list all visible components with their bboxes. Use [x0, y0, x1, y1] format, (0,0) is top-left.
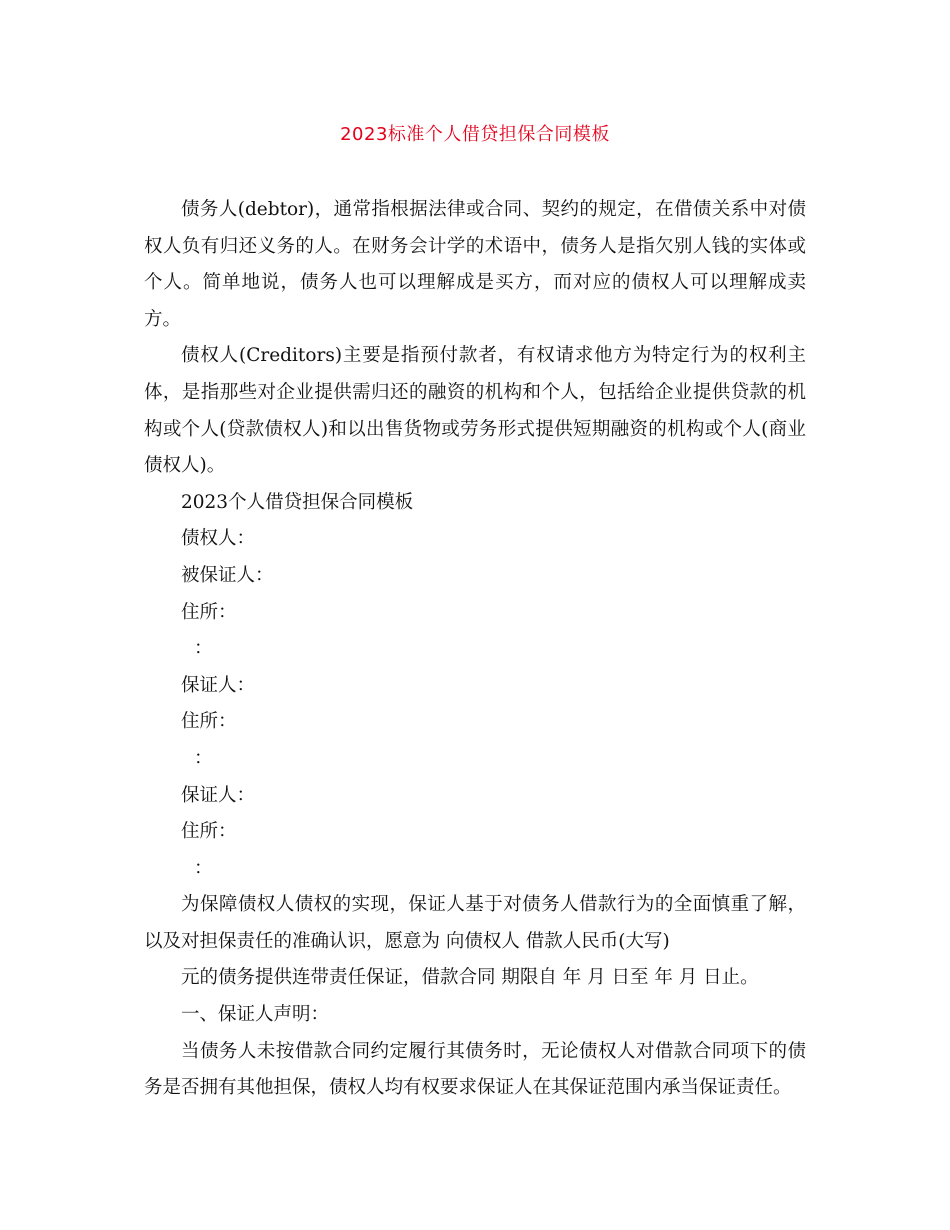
creditor-field: 债权人： — [181, 528, 256, 550]
blank-field-2: ： — [194, 747, 213, 769]
creditor-definition-paragraph: 债权人(Creditors)主要是指预付款者，有权请求他方为特定行为的权利主体，是指那些对企业提供需归还的融资的机构和个人，包括给企业提供贷款的机构或个人(贷款债权人)和以出售货物或劳务形式提供短期融资的机构或个人(商业债权人)。 — [144, 345, 806, 477]
guarantor-field-2: 保证人： — [181, 784, 256, 806]
address-field-1: 住所： — [181, 601, 237, 623]
guarantor-liability-paragraph: 当债务人未按借款合同约定履行其债务时，无论债权人对借款合同项下的债务是否拥有其他担保，债权人均有权要求保证人在其保证范围内承当保证责任。 — [144, 1040, 806, 1099]
debtor-definition-paragraph: 债务人(debtor)，通常指根据法律或合同、契约的规定，在借债关系中对债权人负有归还义务的人。在财务会计学的术语中，债务人是指欠别人钱的实体或个人。简单地说，债务人也可以理解成是买方，而对应的债权人可以理解成卖方。 — [144, 199, 806, 330]
joint-liability-paragraph: 元的债务提供连带责任保证，借款合同 期限自 年 月 日至 年 月 日止。 — [181, 967, 759, 989]
address-field-3: 住所： — [181, 821, 237, 843]
contract-subtitle: 2023个人借贷担保合同模板 — [181, 491, 414, 513]
guarantee-purpose-paragraph: 为保障债权人债权的实现，保证人基于对债务人借款行为的全面慎重了解，以及对担保责任的准确认识，愿意为 向债权人 借款人民币(大写) — [144, 894, 806, 952]
guarantor-field-1: 保证人： — [181, 674, 256, 696]
document-body — [144, 192, 806, 1107]
document-title: 2023标准个人借贷担保合同模板 — [340, 124, 610, 145]
address-field-2: 住所： — [181, 711, 237, 733]
blank-field-1: ： — [194, 638, 213, 660]
guaranteed-party-field: 被保证人： — [181, 564, 274, 586]
section-heading-guarantor-statement: 一、保证人声明： — [181, 1004, 330, 1026]
blank-field-3: ： — [194, 857, 213, 879]
